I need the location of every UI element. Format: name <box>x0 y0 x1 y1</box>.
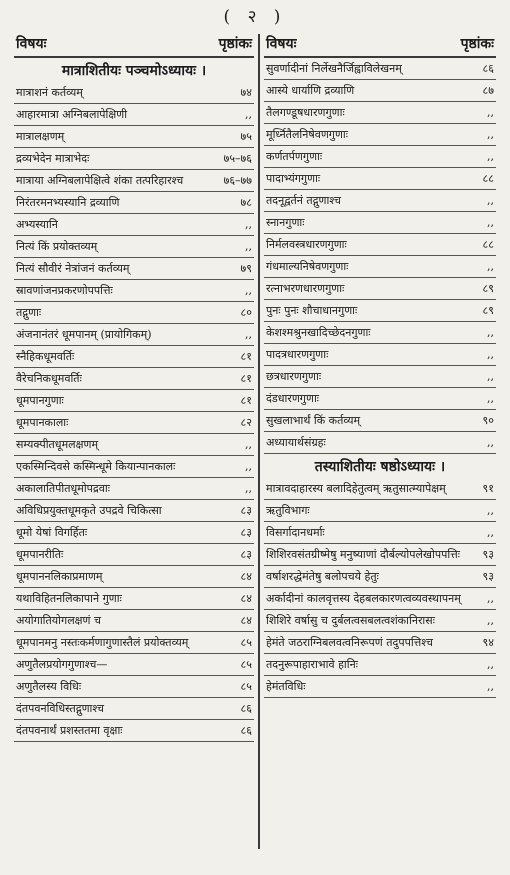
chapter-title: तस्याशितीयः षष्ठोऽध्यायः । <box>314 459 446 475</box>
entry-page: ८९ <box>482 282 494 295</box>
entry-page: ,, <box>487 326 494 339</box>
entry-title: छत्रधारणगुणाः <box>266 370 322 383</box>
entry-title: अभ्यस्यानि <box>16 218 58 231</box>
entry-title: शिशिरे वर्षासु च दुर्बलत्वसबलत्वशंकानिरासः <box>266 614 435 627</box>
subject-heading: विषयः <box>16 36 47 52</box>
toc-entry <box>264 146 496 168</box>
toc-entry <box>14 676 254 698</box>
toc-entry <box>264 300 496 322</box>
entry-page: ८३ <box>240 548 252 561</box>
entry-title: पुनः पुनः शौचाधानगुणाः <box>266 304 358 317</box>
entry-title: धूमपानमनु नस्तःकर्मणागुणास्तैलं प्रयोक्तव्यम् <box>16 636 189 649</box>
entry-title: आहारमात्रा अग्निबलापेक्षिणी <box>16 108 128 121</box>
toc-entry <box>264 432 496 454</box>
toc-entry <box>14 148 254 170</box>
toc-entry <box>14 544 254 566</box>
entry-page: ,, <box>487 370 494 383</box>
entry-title: तदनूद्वर्तनं तद्गुणाश्च <box>266 194 342 207</box>
toc-entry <box>14 170 254 192</box>
toc-entry <box>264 610 496 632</box>
entry-title: अकालातिपीतधूमोपद्रवाः <box>16 482 110 495</box>
toc-entry <box>14 610 254 632</box>
entry-list <box>264 58 496 454</box>
entry-page: ९० <box>482 414 494 427</box>
entry-title: अयोगातियोगलक्षणं च <box>16 614 101 627</box>
toc-entry <box>264 234 496 256</box>
toc-entry <box>264 168 496 190</box>
toc-entry <box>14 500 254 522</box>
entry-page: ,, <box>487 260 494 273</box>
toc-entry <box>264 632 496 654</box>
entry-title: नित्यं सौवीरं नेत्रांजनं कर्तव्यम् <box>16 262 130 275</box>
entry-page: ,, <box>487 504 494 517</box>
toc-entry <box>264 212 496 234</box>
entry-title: यथाविहितनलिकापाने गुणाः <box>16 592 122 605</box>
toc-entry <box>264 190 496 212</box>
toc-entry <box>14 302 254 324</box>
entry-page: ,, <box>487 526 494 539</box>
toc-entry <box>264 366 496 388</box>
entry-page: ,, <box>487 680 494 693</box>
entry-list <box>264 478 496 698</box>
toc-entry <box>264 522 496 544</box>
toc-entry <box>14 104 254 126</box>
toc-entry <box>264 566 496 588</box>
entry-page: ,, <box>487 436 494 449</box>
entry-page: ८३ <box>240 526 252 539</box>
toc-entry <box>14 654 254 676</box>
left-column <box>14 34 254 742</box>
page-heading: पृष्ठांकः <box>218 36 252 52</box>
entry-title: स्रावणांजनप्रकरणोपपत्तिः <box>16 284 113 297</box>
toc-entry <box>14 324 254 346</box>
entry-page: ९१ <box>482 482 494 495</box>
toc-entry <box>14 566 254 588</box>
entry-page: ,, <box>487 614 494 627</box>
toc-entry <box>264 58 496 80</box>
toc-entry <box>14 412 254 434</box>
toc-entry <box>14 214 254 236</box>
entry-title: धूमो येषां विगर्हितः <box>16 526 88 539</box>
toc-entry <box>14 478 254 500</box>
entry-page: ८६ <box>482 62 494 75</box>
entry-title: शिशिरवसंतग्रीष्मेषु मनुष्याणां दौर्बल्योपलेखोपपत्तिः <box>266 548 461 561</box>
toc-entry <box>14 192 254 214</box>
entry-title: मूर्ध्नितैलनिषेवणगुणाः <box>266 128 348 141</box>
entry-page: ,, <box>487 592 494 605</box>
entry-title: निरंतरमनभ्यस्यानि द्रव्याणि <box>16 196 120 209</box>
entry-page: ८८ <box>482 172 494 185</box>
entry-page: ,, <box>487 348 494 361</box>
entry-page: ८५ <box>240 636 252 649</box>
entry-page: ,, <box>245 108 252 121</box>
toc-entry <box>14 720 254 742</box>
entry-title: स्नानगुणाः <box>266 216 305 229</box>
toc-entry <box>14 368 254 390</box>
toc-entry <box>14 522 254 544</box>
entry-page: ,, <box>245 218 252 231</box>
entry-page: ९४ <box>482 636 494 649</box>
entry-page: ७५ <box>240 130 252 143</box>
entry-page: ९३ <box>482 570 494 583</box>
column-divider <box>258 34 260 849</box>
entry-title: कर्णतर्पणगुणाः <box>266 150 323 163</box>
toc-entry <box>14 236 254 258</box>
entry-title: अविधिप्रयुक्तधूमकृते उपद्रवे चिकित्सा <box>16 504 162 517</box>
entry-title: अणुतैलस्य विधिः <box>16 680 82 693</box>
toc-entry <box>14 588 254 610</box>
entry-title: रत्नाभरणधारणगुणाः <box>266 282 345 295</box>
entry-title: धूमपाननलिकाप्रमाणम् <box>16 570 103 583</box>
toc-entry <box>14 126 254 148</box>
entry-page: ,, <box>487 128 494 141</box>
entry-list <box>14 82 254 742</box>
entry-page: ८५ <box>240 680 252 693</box>
entry-page: ,, <box>245 482 252 495</box>
entry-page: ८३ <box>240 504 252 517</box>
entry-title: पादाभ्यंगगुणाः <box>266 172 321 185</box>
entry-title: मात्रालक्षणम् <box>16 130 65 143</box>
entry-title: पादत्रधारणगुणाः <box>266 348 329 361</box>
entry-page: ,, <box>487 194 494 207</box>
right-header <box>264 34 496 58</box>
entry-title: ऋतुविभागः <box>266 504 310 517</box>
entry-title: सुवर्णादीनां निर्लेखनैर्जिह्वाविलेखनम् <box>266 62 402 75</box>
entry-title: दंतपवनार्थं प्रशस्ततमा वृक्षाः <box>16 724 123 737</box>
entry-title: निर्मलवस्त्रधारणगुणाः <box>266 238 347 251</box>
entry-page: ,, <box>245 438 252 451</box>
entry-title: तदनुरूपाहाराभावे हानिः <box>266 658 358 671</box>
entry-page: ,, <box>487 658 494 671</box>
entry-title: स्नैहिकधूमवर्तिः <box>16 350 75 363</box>
entry-page: ८९ <box>482 304 494 317</box>
toc-entry <box>264 410 496 432</box>
entry-page: ९३ <box>482 548 494 561</box>
entry-title: सम्यक्पीतधूमलक्षणम् <box>16 438 99 451</box>
entry-page: ८४ <box>240 614 252 627</box>
entry-page: ८७ <box>482 84 494 97</box>
entry-title: तद्गुणाः <box>16 306 42 319</box>
toc-entry <box>14 632 254 654</box>
entry-page: ,, <box>487 106 494 119</box>
entry-page: ,, <box>487 150 494 163</box>
toc-entry <box>264 676 496 698</box>
toc-entry <box>14 82 254 104</box>
entry-title: तैलगण्डूषधारणगुणाः <box>266 106 345 119</box>
toc-entry <box>14 434 254 456</box>
subject-heading: विषयः <box>266 36 297 52</box>
toc-entry <box>264 544 496 566</box>
toc-entry <box>14 280 254 302</box>
entry-page: ८० <box>240 306 252 319</box>
left-header <box>14 34 254 58</box>
entry-page: ८१ <box>240 394 252 407</box>
toc-entry <box>14 346 254 368</box>
entry-title: धूमपानगुणाः <box>16 394 64 407</box>
toc-entry <box>264 124 496 146</box>
entry-title: आस्ये धार्याणि द्रव्याणि <box>266 84 355 97</box>
entry-title: अर्कादीनां कालवृत्तस्य देहबलकारणत्वव्यवस्थापनम् <box>266 592 461 605</box>
entry-page: ,, <box>245 460 252 473</box>
toc-entry <box>264 80 496 102</box>
right-column <box>264 34 496 698</box>
entry-page: ८४ <box>240 570 252 583</box>
entry-title: दंडधारणगुणाः <box>266 392 320 405</box>
entry-title: मात्रावदाहारस्य बलादिहेतुत्वम् ऋतुसात्म्यापेक्षम् <box>266 482 446 495</box>
entry-page: ८२ <box>240 416 252 429</box>
entry-page: ८१ <box>240 372 252 385</box>
entry-title: गंधमाल्यनिषेवणगुणाः <box>266 260 349 273</box>
entry-page: ७५–७६ <box>223 152 252 165</box>
toc-entry <box>14 698 254 720</box>
entry-title: अंजनानंतरं धूमपानम् (प्रायोगिकम्) <box>16 328 152 341</box>
entry-page: ७६–७७ <box>223 174 252 187</box>
entry-page: ,, <box>245 328 252 341</box>
entry-page: ८६ <box>240 724 252 737</box>
toc-entry <box>14 390 254 412</box>
entry-title: धूमपानरीतिः <box>16 548 64 561</box>
entry-page: ,, <box>245 240 252 253</box>
entry-title: मात्राया अग्निबलापेक्षित्वे शंका तत्परिहारश्च <box>16 174 184 187</box>
toc-entry <box>264 478 496 500</box>
entry-title: नित्यं किं प्रयोक्तव्यम् <box>16 240 98 253</box>
entry-title: विसर्गादानधर्माः <box>266 526 325 539</box>
toc-entry <box>264 322 496 344</box>
entry-page: ८१ <box>240 350 252 363</box>
entry-title: एकस्मिन्दिवसे कस्मिन्धूमे कियान्पानकालः <box>16 460 176 473</box>
entry-page: ,, <box>245 284 252 297</box>
entry-page: ८८ <box>482 238 494 251</box>
entry-page: ८५ <box>240 658 252 671</box>
chapter-title: मात्राशितीयः पञ्चमोऽध्यायः । <box>61 63 207 79</box>
entry-title: द्रव्यभेदेन मात्राभेदः <box>16 152 90 165</box>
page-heading: पृष्ठांकः <box>460 36 494 52</box>
toc-entry <box>264 344 496 366</box>
entry-title: अणुतैलप्रयोगगुणाश्च— <box>16 658 108 671</box>
entry-title: वैरेचनिकधूमवर्तिः <box>16 372 82 385</box>
toc-entry <box>264 102 496 124</box>
entry-title: मात्राशनं कर्तव्यम् <box>16 86 83 99</box>
entry-page: ७८ <box>240 196 252 209</box>
toc-entry <box>14 258 254 280</box>
toc-entry <box>14 456 254 478</box>
toc-entry <box>264 278 496 300</box>
entry-title: हेमंते जठराग्निबलवत्वनिरूपणं तदुपपत्तिश्च <box>266 636 433 649</box>
entry-page: ८६ <box>240 702 252 715</box>
toc-entry <box>264 388 496 410</box>
toc-entry <box>264 654 496 676</box>
entry-title: धूमपानकालाः <box>16 416 69 429</box>
entry-page: ८४ <box>240 592 252 605</box>
entry-title: अध्यायार्थसंग्रहः <box>266 436 326 449</box>
entry-title: दंतपवनविधिस्तद्गुणाश्च <box>16 702 105 715</box>
entry-title: केशश्मश्रुनखादिच्छेदनगुणाः <box>266 326 371 339</box>
entry-page: ७४ <box>240 86 252 99</box>
toc-entry <box>264 588 496 610</box>
entry-page: ७९ <box>240 262 252 275</box>
page-number: ( २ ) <box>223 7 287 27</box>
entry-page: ,, <box>487 216 494 229</box>
toc-entry <box>264 256 496 278</box>
toc-entry <box>264 500 496 522</box>
entry-title: सुखलाभार्थं किं कर्तव्यम् <box>266 414 361 427</box>
entry-page: ,, <box>487 392 494 405</box>
entry-title: वर्षाशरद्धेमंतेषु बलोपचये हेतुः <box>266 570 379 583</box>
entry-title: हेमंतविधिः <box>266 680 306 693</box>
